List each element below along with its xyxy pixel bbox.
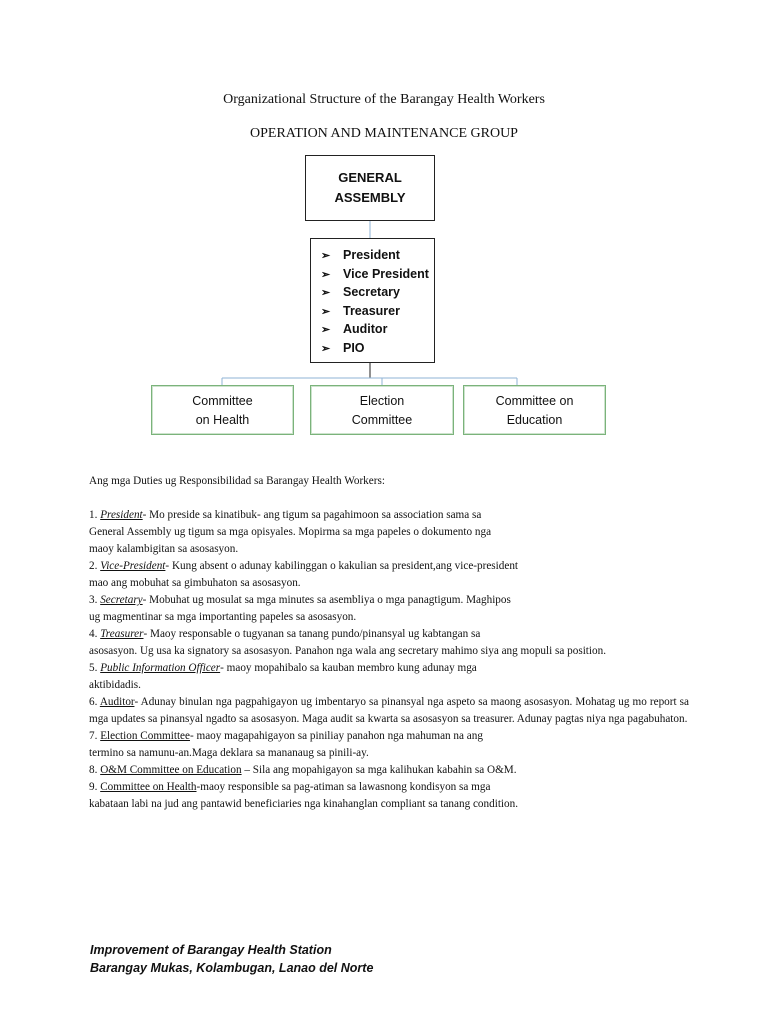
- page-subtitle: OPERATION AND MAINTENANCE GROUP: [250, 126, 518, 141]
- general-assembly-box: [305, 155, 435, 221]
- duty-term: Treasurer: [100, 628, 144, 640]
- duty-term: Election Committee: [100, 730, 190, 742]
- officer-treasurer: [321, 302, 434, 321]
- officer-president: [321, 246, 434, 265]
- duty-number: 9.: [89, 781, 101, 793]
- officer-label: Secretary: [343, 285, 400, 300]
- duties-intro: Ang mga Duties ug Responsibilidad sa Barangay Health Workers:: [89, 475, 385, 487]
- duty-text: - Kung absent o adunay kabilinggan o kakulian sa president,ang vice-president: [165, 560, 519, 572]
- officer-pio: [321, 339, 434, 358]
- duty-number: 1.: [89, 509, 101, 521]
- arrow-bullet-icon: ➢: [321, 250, 331, 262]
- duty-text: - Mobuhat ug mosulat sa mga minutes sa asembliya o mga panagtigum. Maghipos: [142, 594, 511, 606]
- committee-health-line-2: on Health: [195, 413, 250, 427]
- committee-education-line-1: Committee on: [495, 394, 574, 408]
- duty-text: - maoy magapahigayon sa piniliay panahon nga mahuman na ang: [189, 730, 483, 742]
- duty-treasurer: [89, 626, 689, 643]
- arrow-bullet-icon: ➢: [321, 342, 331, 355]
- duty-vice-president: [89, 558, 689, 575]
- duty-text: -maoy responsible sa pag-atiman sa lawasnong kondisyon sa mga: [196, 781, 491, 793]
- arrow-bullet-icon: ➢: [321, 324, 331, 337]
- officer-label: Auditor: [343, 322, 388, 337]
- general-assembly-line-2: ASSEMBLY: [334, 190, 406, 205]
- duty-number: 6.: [89, 696, 100, 708]
- duty-text-line: asosasyon. Ug usa ka signatory sa asosasyon. Panahon nga wala ang secretary mahimo siya ang mopuli sa position.: [89, 645, 607, 657]
- duty-term: President: [100, 509, 143, 521]
- duty-text: - Mo preside sa kinatibuk- ang tigum sa pagahimoon sa association sama sa: [142, 509, 482, 521]
- committee-health-box: [151, 385, 294, 435]
- duty-term: Auditor: [99, 696, 135, 708]
- committee-education-line-2: Education: [506, 413, 563, 427]
- duty-text-line: termino sa namunu-an.Maga deklara sa mananaug sa pinili-ay.: [89, 747, 369, 759]
- duty-term: O&M Committee on Education: [100, 764, 242, 776]
- officer-auditor: [321, 320, 434, 339]
- officer-label: President: [343, 248, 400, 262]
- footer-line-1: Improvement of Barangay Health Station: [90, 943, 332, 957]
- officers-box: [310, 238, 435, 363]
- duty-auditor: [89, 694, 689, 728]
- officer-label: Vice President: [343, 266, 429, 281]
- duty-number: 7.: [89, 730, 101, 742]
- election-committee-box: [310, 385, 454, 435]
- duty-text-line: mao ang mobuhat sa gimbuhaton sa asosasyon.: [89, 577, 301, 589]
- paragraph-gap: [89, 490, 689, 507]
- arrow-bullet-icon: ➢: [321, 287, 331, 300]
- duty-term: Public Information Officer: [100, 662, 221, 674]
- arrow-bullet-icon: ➢: [321, 305, 331, 318]
- duty-text: - Adunay binulan nga pagpahigayon ug imbentaryo sa pinansyal nga aspeto sa maong asosasyon. Mohatag ug mo report sa mga updates sa pinansyal ngadto sa asosasyon. Maga audit sa kwarta sa asosasyon sa treasurer. Adunay pagtas niya nga pagabuhaton.: [89, 696, 689, 725]
- duty-pio: [89, 660, 689, 677]
- duty-election-committee: [89, 728, 689, 745]
- officer-secretary: [321, 283, 434, 302]
- duty-text-line: aktibidadis.: [89, 679, 141, 691]
- footer-line-2: Barangay Mukas, Kolambugan, Lanao del Norte: [90, 961, 374, 975]
- officer-label: PIO: [343, 340, 365, 355]
- duty-committee-education: [89, 762, 689, 779]
- arrow-bullet-icon: ➢: [321, 268, 331, 281]
- page-title: Organizational Structure of the Barangay Health Workers: [223, 92, 545, 107]
- officer-label: Treasurer: [343, 303, 400, 318]
- duty-text: – Sila ang mopahigayon sa mga kalihukan kabahin sa O&M.: [241, 764, 517, 776]
- duty-president: [89, 507, 689, 524]
- duty-text: - maoy mopahibalo sa kauban membro kung adunay mga: [220, 662, 477, 674]
- duty-number: 8.: [89, 764, 101, 776]
- officer-vice-president: [321, 265, 434, 284]
- election-committee-line-1: Election: [359, 394, 405, 408]
- duty-text-line: maoy kalambigitan sa asosasyon.: [89, 543, 239, 555]
- duty-term: Committee on Health: [100, 781, 197, 793]
- duty-text-line: General Assembly ug tigum sa mga opisyales. Mopirma sa mga papeles o dokumento nga: [89, 526, 492, 538]
- duty-number: 4.: [89, 628, 101, 640]
- duty-text: - Maoy responsable o tugyanan sa tanang pundo/pinansyal ug kabtangan sa: [143, 628, 481, 640]
- duty-number: 5.: [89, 662, 101, 674]
- duty-term: Secretary: [100, 594, 143, 606]
- duty-committee-health: [89, 779, 689, 796]
- duty-text-line: ug magmentinar sa mga importanting papeles sa asosasyon.: [89, 611, 357, 623]
- duties-section: [89, 473, 689, 813]
- committee-health-line-1: Committee: [192, 394, 253, 408]
- duty-number: 3.: [89, 594, 101, 606]
- election-committee-line-2: Committee: [351, 413, 413, 427]
- duty-term: Vice-President: [100, 560, 166, 572]
- general-assembly-line-1: GENERAL: [338, 170, 402, 185]
- duty-text-line: kabataan labi na jud ang pantawid beneficiaries nga kinahanglan compliant sa tanang condition.: [89, 798, 519, 810]
- duty-secretary: [89, 592, 689, 609]
- committee-education-box: [463, 385, 606, 435]
- duty-number: 2.: [89, 560, 101, 572]
